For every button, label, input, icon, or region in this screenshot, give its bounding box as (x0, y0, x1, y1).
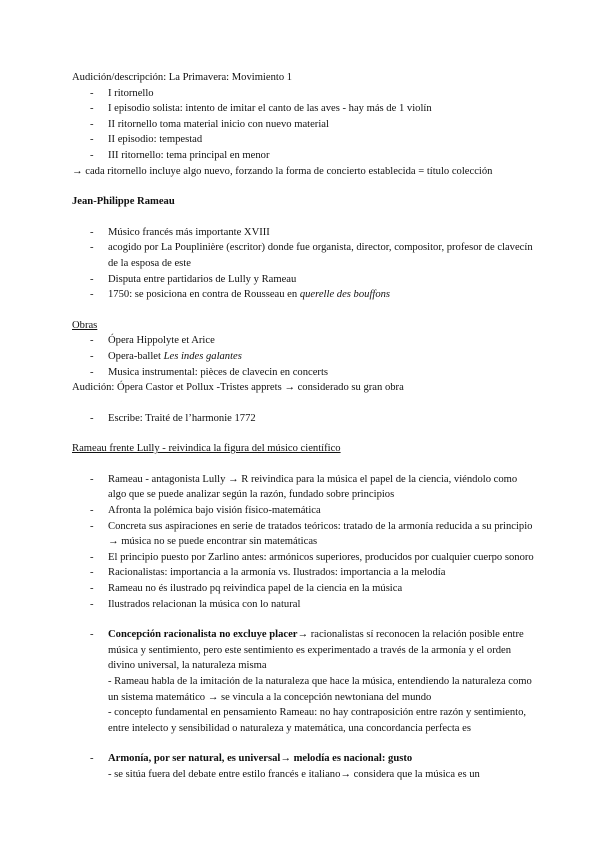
obras-heading: Obras (72, 319, 98, 331)
audicion-castor: Audición: Ópera Castor et Pollux -Tristes apprets → considerado su gran obra (72, 382, 404, 394)
list-item: - Rameau no és ilustrado pq reivindica papel de la ciencia en la música (72, 581, 537, 597)
list-item: - III ritornello: tema principal en menor (72, 148, 537, 164)
list-item: - Rameau - antagonista Lully → R reivindica para la música el papel de la ciencia, viéndolo como algo que se puede analizar según la razón, fundado sobre principios (72, 472, 537, 503)
list-item-text: Opera-ballet (108, 350, 164, 362)
list-item: - I episodio solista: intento de imitar el canto de las aves - hay más de 1 violín (72, 101, 537, 117)
armonia-text-1: - se sitúa fuera del debate entre estilo francés e italiano→ considera que la música es un (108, 768, 480, 780)
list-item: - Ilustrados relacionan la música con lo natural (72, 597, 537, 613)
list-item: - Afronta la polémica bajo visión físico-matemática (72, 503, 537, 519)
concepcion-text-1: → racionalistas sí reconocen la relación posible entre música y sentimiento, pero este sentimiento es experimentado a través de la armonía y el orden divino universal, la naturaleza misma (108, 629, 524, 672)
concepcion-bold: Concepción racionalista no excluye placer (108, 629, 298, 641)
list-item (72, 751, 537, 782)
audicion-primavera-conclusion: → cada ritornello incluye algo nuevo, forzando la forma de concierto establecida = título colección (72, 165, 493, 177)
list-item-italic: querelle des bouffons (299, 289, 391, 301)
list-item-italic: Les indes galantes (163, 350, 242, 362)
list-item: - II ritornello toma material inicio con nuevo material (72, 117, 537, 133)
list-item: - Musica instrumental: pièces de clavecin en concerts (72, 365, 537, 381)
list-item: - El principio puesto por Zarlino antes: armónicos superiores, producidos por cualquier cuerpo sonoro (72, 550, 537, 566)
list-item (72, 287, 537, 303)
list-item-text: 1750: se posiciona en contra de Rousseau en (108, 289, 300, 301)
lully-list (72, 472, 537, 612)
armonia-list (72, 751, 537, 782)
concepcion-list (72, 627, 537, 736)
armonia-bold: Armonía, por ser natural, es universal→ melodía es nacional: gusto (108, 753, 413, 765)
list-item: - Escribe: Traité de l’harmonie 1772 (72, 411, 537, 427)
audicion-primavera-list (72, 86, 537, 164)
list-item: - Músico francés más importante XVIII (72, 225, 537, 241)
audicion-primavera-title: Audición/descripción: La Primavera: Movimiento 1 (72, 72, 293, 83)
list-item (72, 349, 537, 365)
list-item: - Concreta sus aspiraciones en serie de tratados teóricos: tratado de la armonía reducida a su principio → música no se puede encontrar sin matemáticas (72, 519, 537, 550)
list-item: - Racionalistas: importancia a la armonía vs. Ilustrados: importancia a la melodía (72, 565, 537, 581)
list-item: - acogido por La Pouplinière (escritor) donde fue organista, director, compositor, profesor de clavecín de la esposa de este (72, 240, 537, 271)
document-page (72, 70, 537, 783)
lully-heading: Rameau frente Lully - reivindica la figura del músico científico (72, 443, 341, 455)
list-item (72, 627, 537, 736)
list-item: - Disputa entre partidarios de Lully y Rameau (72, 272, 537, 288)
escribe-list (72, 411, 537, 427)
list-item: - I ritornello (72, 86, 537, 102)
concepcion-text-2: - Rameau habla de la imitación de la naturaleza que hace la música, entendiendo la naturaleza como un sistema matemático → se vincula a la concepción newtoniana del mundo (108, 676, 532, 703)
obras-list (72, 333, 537, 380)
rameau-heading: Jean-Philippe Rameau (72, 196, 175, 208)
list-item: - II episodio: tempestad (72, 132, 537, 148)
rameau-list (72, 225, 537, 303)
list-item: - Ópera Hippolyte et Arice (72, 333, 537, 349)
concepcion-text-3: - concepto fundamental en pensamiento Rameau: no hay contraposición entre razón y sentimiento, entre intelecto y sensibilidad o naturaleza y matemática, una concordancia perfecta es (108, 707, 527, 734)
